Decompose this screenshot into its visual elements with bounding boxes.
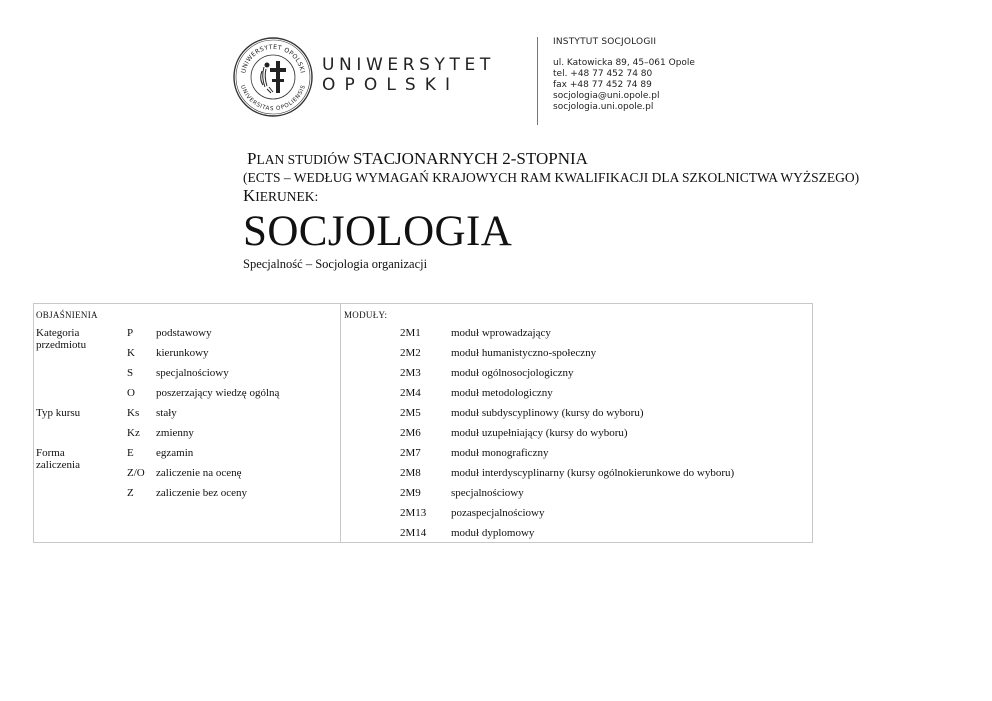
group-label-category-2: przedmiotu [36,339,87,351]
group-label-form-2: zaliczenia [36,459,80,471]
institute-address: ul. Katowicka 89, 45–061 Opole [553,58,695,68]
module-desc: moduł dyplomowy [451,527,535,539]
institute-web: socjologia.uni.opole.pl [553,102,654,112]
kierunek-label [243,187,318,206]
institute-name: INSTYTUT SOCJOLOGII [553,37,657,47]
logo-line-2: OPOLSKI [322,75,460,95]
group-label-form: Forma [36,447,65,459]
code-desc: poszerzający wiedzę ogólną [156,387,280,399]
code: Z/O [127,467,145,479]
plan-title-line [247,150,588,169]
code: Ks [127,407,140,419]
group-label-course-type: Typ kursu [36,407,81,419]
code: P [127,327,134,339]
module-desc: moduł ogólnosocjologiczny [451,367,574,379]
module-desc: specjalnościowy [451,487,524,499]
module-code: 2M8 [400,467,421,479]
institute-contact [553,37,695,113]
module-code: 2M14 [400,527,427,539]
university-seal-icon [233,37,313,117]
code-desc: zaliczenie na ocenę [156,467,242,479]
header-divider [537,37,538,125]
plan-title-cap: P [247,149,257,168]
code-desc: zmienny [156,427,194,439]
ects-note: (ECTS – WEDŁUG WYMAGAŃ KRAJOWYCH RAM KWALIFIKACJI DLA SZKOLNICTWA WYŻSZEGO) [243,170,860,185]
module-desc: moduł wprowadzający [451,327,551,339]
code-desc: specjalnościowy [156,367,229,379]
logo-line-1: UNIWERSYTET [322,55,495,75]
kierunek-cap: K [243,186,256,205]
module-code: 2M13 [400,507,427,519]
code: E [127,447,134,459]
plan-title-main: STACJONARNYCH 2-STOPNIA [352,149,588,168]
seal-top-text: UNIWERSYTET OPOLSKI [240,43,306,74]
module-code: 2M2 [400,347,421,359]
seal-bottom-text: UNIVERSITAS OPOLIENSIS [238,84,308,113]
table-column-divider [340,304,341,542]
module-desc: moduł interdyscyplinarny (kursy ogólnokierunkowe do wyboru) [451,467,735,479]
module-code: 2M6 [400,427,421,439]
institute-fax: fax +48 77 452 74 89 [553,80,652,90]
modules-header: MODUŁY: [344,310,388,320]
code-desc: podstawowy [156,327,212,339]
group-label-category: Kategoria [36,327,80,339]
specialty-line: Specjalność – Socjologia organizacji [243,257,428,271]
module-code: 2M9 [400,487,421,499]
code-desc: egzamin [156,447,194,459]
module-code: 2M5 [400,407,421,419]
code: Kz [127,427,140,439]
module-desc: moduł humanistyczno-społeczny [451,347,597,359]
legend-header: OBJAŚNIENIA [36,310,98,320]
module-code: 2M1 [400,327,421,339]
page-title: SOCJOLOGIA [243,208,513,255]
code: O [127,387,135,399]
legend-table [33,303,813,543]
module-desc: moduł uzupełniający (kursy do wyboru) [451,427,628,439]
kierunek-rest: IERUNEK: [255,189,319,204]
code: K [127,347,135,359]
university-logo [233,37,495,117]
module-desc: moduł subdyscyplinowy (kursy do wyboru) [451,407,644,419]
code: S [127,367,134,379]
code: Z [127,487,134,499]
plan-title-rest: LAN STUDIÓW [256,152,353,167]
institute-email: socjologia@uni.opole.pl [553,91,660,101]
institute-tel: tel. +48 77 452 74 80 [553,69,653,79]
code-desc: stały [156,407,177,419]
module-code: 2M3 [400,367,421,379]
module-code: 2M4 [400,387,421,399]
code-desc: kierunkowy [156,347,209,359]
module-code: 2M7 [400,447,421,459]
module-desc: moduł metodologiczny [451,387,553,399]
module-desc: moduł monograficzny [451,447,549,459]
code-desc: zaliczenie bez oceny [156,487,247,499]
module-desc: pozaspecjalnościowy [451,507,545,519]
